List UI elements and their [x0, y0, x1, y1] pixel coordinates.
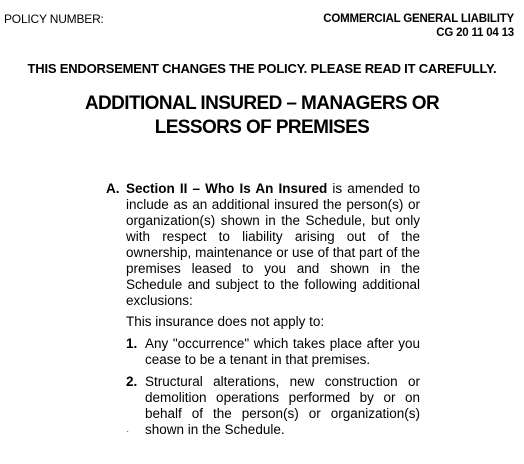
- exclusion-item-1-text: Any "occurrence" which takes place after you cease to be a tenant in that premises.: [145, 336, 420, 367]
- form-header: [323, 12, 514, 40]
- form-number: CG 20 11 04 13: [436, 27, 514, 39]
- section-a-marker: A.: [106, 181, 120, 196]
- title-line-1: ADDITIONAL INSURED – MANAGERS OR: [84, 93, 440, 114]
- form-line: COMMERCIAL GENERAL LIABILITY: [323, 13, 514, 25]
- section-a-text: is amended to include as an additional insured the person(s) or organization(s) shown in the Schedule, but only with respect to liability arising out of the ownership, maintenance or use of that part of the premises leased to you and shown in the Schedule and subject to the following additional exclusions:: [126, 181, 420, 308]
- section-a-row: [106, 181, 420, 309]
- exclusion-item-1: [126, 336, 420, 368]
- exclusion-item-2-number: 2.: [126, 374, 138, 389]
- exclusions-intro: This insurance does not apply to:: [126, 314, 325, 329]
- cropped-text-remnant: ·: [126, 426, 133, 437]
- exclusion-item-1-number: 1.: [126, 336, 138, 351]
- section-a-lead: Section II – Who Is An Insured: [126, 181, 328, 196]
- section-a-body: [126, 181, 420, 309]
- exclusion-item-2-text: Structural alterations, new construction or demolition operations performed by or on behalf of the person(s) or organization(s) shown in the Schedule.: [145, 374, 420, 437]
- title-line-2: LESSORS OF PREMISES: [154, 117, 370, 138]
- section-a: [106, 181, 420, 438]
- endorsement-notice: THIS ENDORSEMENT CHANGES THE POLICY. PLEASE READ IT CAREFULLY.: [27, 61, 497, 76]
- page-title: [0, 92, 524, 140]
- exclusion-item-2: [126, 374, 420, 438]
- policy-number-label: POLICY NUMBER:: [4, 12, 104, 26]
